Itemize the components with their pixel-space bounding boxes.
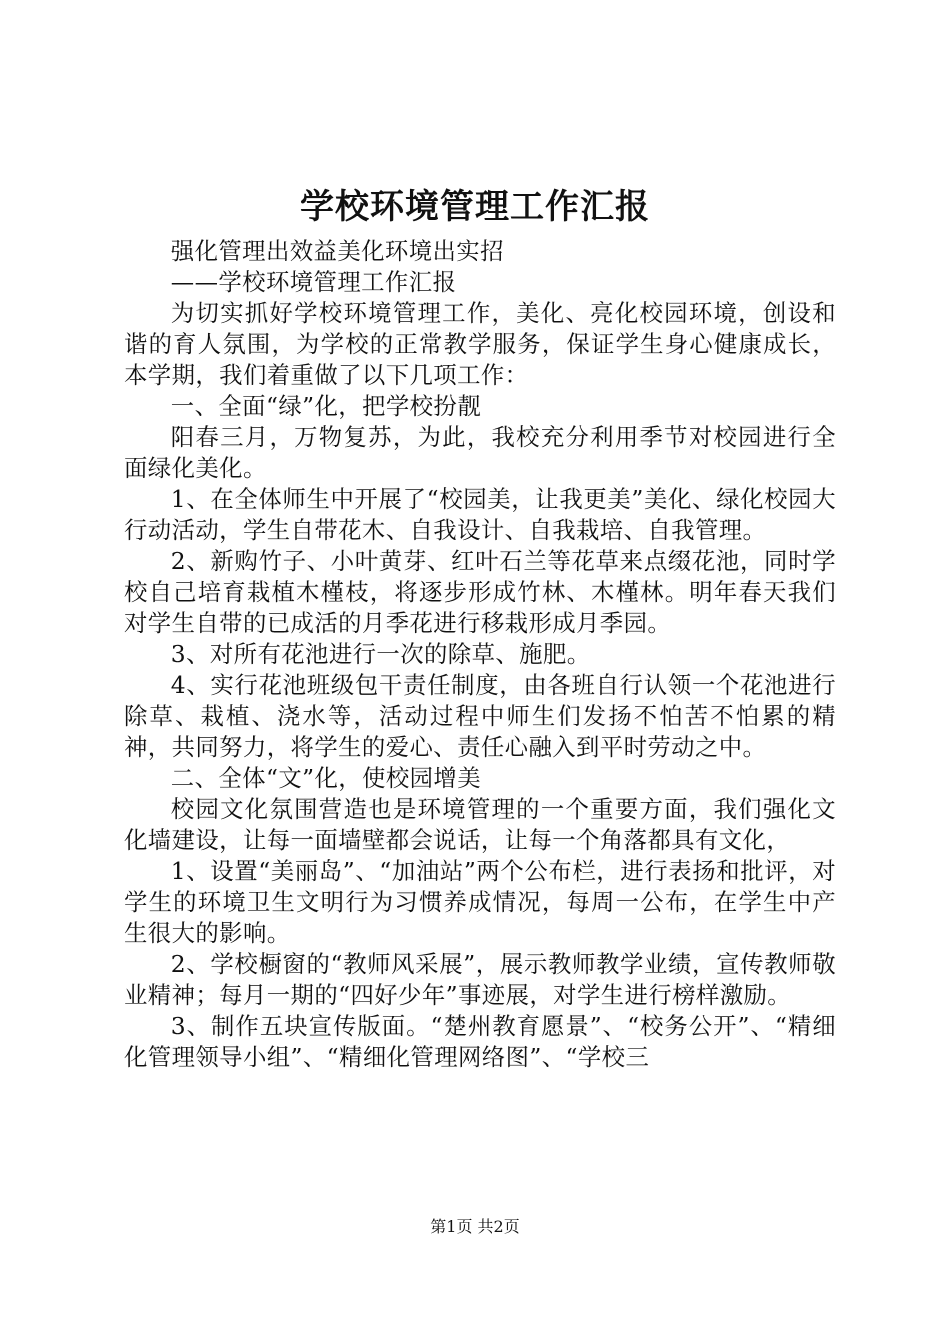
list-item: 4、实行花池班级包干责任制度，由各班自行认领一个花池进行除草、栽植、浇水等，活动过程中师生们发扬不怕苦不怕累的精神，共同努力，将学生的爱心、责任心融入到平时劳动之中。: [124, 671, 836, 761]
paragraph: 阳春三月，万物复苏，为此，我校充分利用季节对校园进行全面绿化美化。: [124, 423, 836, 482]
list-item: 3、对所有花池进行一次的除草、施肥。: [170, 640, 591, 668]
section-heading-1: 一、全面“绿”化，把学校扮靓: [170, 392, 481, 420]
subtitle-dash-line: ——学校环境管理工作汇报: [170, 268, 457, 296]
page-number-footer: 第1页 共2页: [430, 1217, 520, 1236]
list-item: 3、制作五块宣传版面。“楚州教育愿景”、“校务公开”、“精细化管理领导小组”、“精细化管理网络图”、“学校三: [124, 1012, 836, 1071]
list-item: 1、设置“美丽岛”、“加油站”两个公布栏，进行表扬和批评，对学生的环境卫生文明行为习惯养成情况，每周一公布，在学生中产生很大的影响。: [124, 857, 836, 947]
list-item: 1、在全体师生中开展了“校园美，让我更美”美化、绿化校园大行动活动，学生自带花木、自我设计、自我栽培、自我管理。: [124, 485, 836, 544]
list-item: 2、新购竹子、小叶黄芽、红叶石兰等花草来点缀花池，同时学校自己培育栽植木槿枝，将逐步形成竹林、木槿林。明年春天我们对学生自带的已成活的月季花进行移栽形成月季园。: [124, 547, 836, 637]
section-heading-2: 二、全体“文”化，使校园增美: [170, 764, 481, 792]
document-body: [124, 236, 836, 1073]
intro-paragraph: 为切实抓好学校环境管理工作，美化、亮化校园环境，创设和谐的育人氛围，为学校的正常教学服务，保证学生身心健康成长，本学期，我们着重做了以下几项工作：: [124, 299, 836, 389]
subtitle-line: 强化管理出效益美化环境出实招: [170, 237, 504, 265]
document-title: 学校环境管理工作汇报: [300, 187, 650, 227]
list-item: 2、学校橱窗的“教师风采展”，展示教师教学业绩，宣传教师敬业精神；每月一期的“四好少年”事迹展，对学生进行榜样激励。: [124, 950, 836, 1009]
paragraph: 校园文化氛围营造也是环境管理的一个重要方面，我们强化文化墙建设，让每一面墙壁都会说话，让每一个角落都具有文化，: [124, 795, 836, 854]
